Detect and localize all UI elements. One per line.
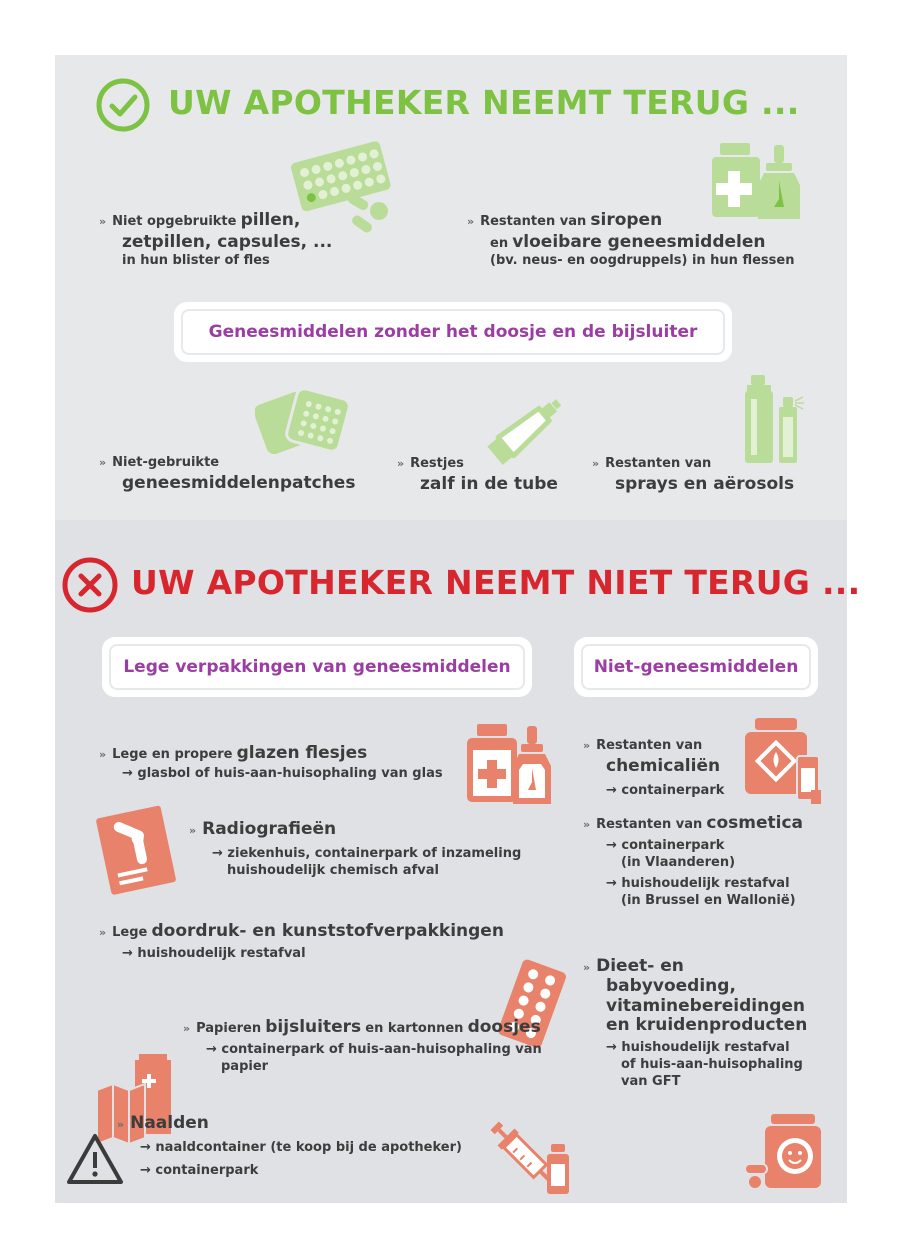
- glass-bottle-icon: [463, 720, 559, 810]
- bullet: »: [99, 456, 107, 469]
- poster: [55, 55, 861, 1203]
- syrup-line2: vloeibare geneesmiddelen: [512, 232, 766, 253]
- cosmetics-destination-1: → containerpark: [606, 838, 725, 854]
- diet-item: [583, 955, 807, 1090]
- paper-keyword-1: bijsluiters: [265, 1017, 362, 1037]
- check-circle-icon: [95, 77, 151, 133]
- needles-item: [117, 1112, 462, 1180]
- condition-box-label: Geneesmiddelen zonder het doosje en de bijsluiter: [208, 322, 698, 342]
- warning-icon: [65, 1132, 125, 1186]
- spray-can-icon: [743, 371, 807, 467]
- bullet: »: [592, 457, 600, 470]
- syrup-line1: Restanten van: [480, 214, 587, 229]
- patches-item: [99, 455, 355, 494]
- bullet: »: [99, 215, 107, 228]
- cosmetics-destination-3: → huishoudelijk restafval: [606, 875, 790, 891]
- bullet: »: [117, 1118, 125, 1131]
- radiography-item: [189, 818, 521, 880]
- diet-line3: vitaminebereidingen: [606, 995, 806, 1016]
- condition-box: [177, 305, 729, 359]
- empty-packaging-box: [105, 640, 529, 694]
- paper-destination-1: → containerpark of huis-aan-huisophaling van: [206, 1042, 542, 1058]
- patches-line1: Niet-gebruikte: [112, 455, 220, 470]
- chemicals-keyword: chemicaliën: [606, 755, 721, 776]
- chemicals-icon: [741, 716, 825, 806]
- empty-packaging-label: Lege verpakkingen van geneesmiddelen: [123, 657, 511, 677]
- not-accepted-section: [55, 520, 861, 1203]
- tube-item: [397, 456, 558, 495]
- glass-keyword: glazen flesjes: [236, 743, 368, 763]
- spray-keyword: sprays en aërosols: [615, 473, 795, 494]
- diet-line4: en kruidenproducten: [606, 1015, 808, 1036]
- diet-line1: Dieet- en: [596, 956, 684, 976]
- pills-line1: Niet opgebruikte: [112, 214, 237, 229]
- paper-keyword-2: doosjes: [467, 1017, 541, 1037]
- diet-destination-1: → huishoudelijk restafval: [606, 1039, 790, 1055]
- syrup-keyword: siropen: [590, 210, 663, 230]
- cosmetics-keyword: cosmetica: [706, 813, 803, 833]
- radiography-destination-1: → ziekenhuis, containerpark of inzameling: [212, 846, 522, 862]
- diet-destination-2: of huis-aan-huisophaling: [621, 1056, 803, 1072]
- needles-destination-2: → containerpark: [140, 1162, 259, 1178]
- x-circle-icon: [61, 556, 119, 614]
- cosmetics-destination-4: (in Brussel en Wallonië): [621, 892, 796, 908]
- patches-keyword: geneesmiddelenpatches: [122, 472, 356, 493]
- glass-item: [99, 742, 443, 783]
- radiography-destination-2: huishoudelijk chemisch afval: [227, 862, 439, 878]
- spray-item: [592, 456, 794, 495]
- chemicals-destination: → containerpark: [606, 782, 725, 798]
- baby-food-icon: [743, 1110, 829, 1194]
- syringe-icon: [489, 1110, 579, 1198]
- syrup-line2-pre: en: [490, 236, 509, 252]
- x-ray-icon: [95, 805, 179, 895]
- cosmetics-item: [583, 812, 803, 910]
- radiography-keyword: Radiografieën: [202, 819, 337, 839]
- spray-line1: Restanten van: [605, 456, 712, 471]
- patch-icon: [255, 383, 355, 457]
- bullet: »: [583, 818, 591, 831]
- blister-destination: → huishoudelijk restafval: [122, 946, 306, 962]
- bullet: »: [99, 748, 107, 761]
- bullet: »: [99, 926, 107, 939]
- syrup-line3: (bv. neus- en oogdruppels) in hun flessen: [490, 253, 795, 269]
- cosmetics-line1: Restanten van: [596, 817, 703, 832]
- paper-line1: Papieren: [196, 1021, 262, 1036]
- non-medicine-box: [577, 640, 815, 694]
- blister-line1: Lege: [112, 925, 148, 940]
- needles-destination-1: → naaldcontainer (te koop bij de apotheker): [140, 1140, 462, 1156]
- bullet: »: [467, 215, 475, 228]
- bullet: »: [583, 739, 591, 752]
- not-accepted-title: UW APOTHEKER NEEMT NIET TERUG ...: [131, 563, 861, 602]
- bullet: »: [397, 457, 405, 470]
- pills-item: [99, 209, 332, 270]
- syrup-item: [467, 209, 794, 270]
- paper-item: [183, 1016, 542, 1076]
- bullet: »: [183, 1022, 191, 1035]
- paper-destination-2: papier: [221, 1058, 269, 1074]
- chemicals-line1: Restanten van: [596, 738, 703, 753]
- diet-destination-3: van GFT: [621, 1073, 681, 1089]
- diet-line2: babyvoeding,: [606, 976, 736, 997]
- pills-keyword: pillen,: [240, 210, 301, 230]
- paper-mid: en kartonnen: [365, 1021, 464, 1036]
- tube-keyword: zalf in de tube: [420, 473, 558, 494]
- accepted-section: [55, 55, 847, 520]
- chemicals-item: [583, 738, 724, 800]
- tube-line1: Restjes: [410, 456, 464, 471]
- needles-keyword: Naalden: [130, 1113, 209, 1133]
- bullet: »: [189, 824, 197, 837]
- blister-keyword: doordruk- en kunststofverpakkingen: [151, 921, 504, 941]
- non-medicine-label: Niet-geneesmiddelen: [593, 657, 799, 677]
- glass-line1: Lege en propere: [112, 747, 233, 762]
- pills-line3: in hun blister of fles: [122, 253, 270, 269]
- bullet: »: [583, 961, 591, 974]
- pills-line2: zetpillen, capsules, ...: [122, 232, 333, 253]
- accepted-title: UW APOTHEKER NEEMT TERUG ...: [168, 83, 800, 122]
- blister-item: [99, 920, 504, 963]
- cosmetics-destination-2: (in Vlaanderen): [621, 854, 736, 870]
- glass-destination: → glasbol of huis-aan-huisophaling van glas: [122, 766, 443, 782]
